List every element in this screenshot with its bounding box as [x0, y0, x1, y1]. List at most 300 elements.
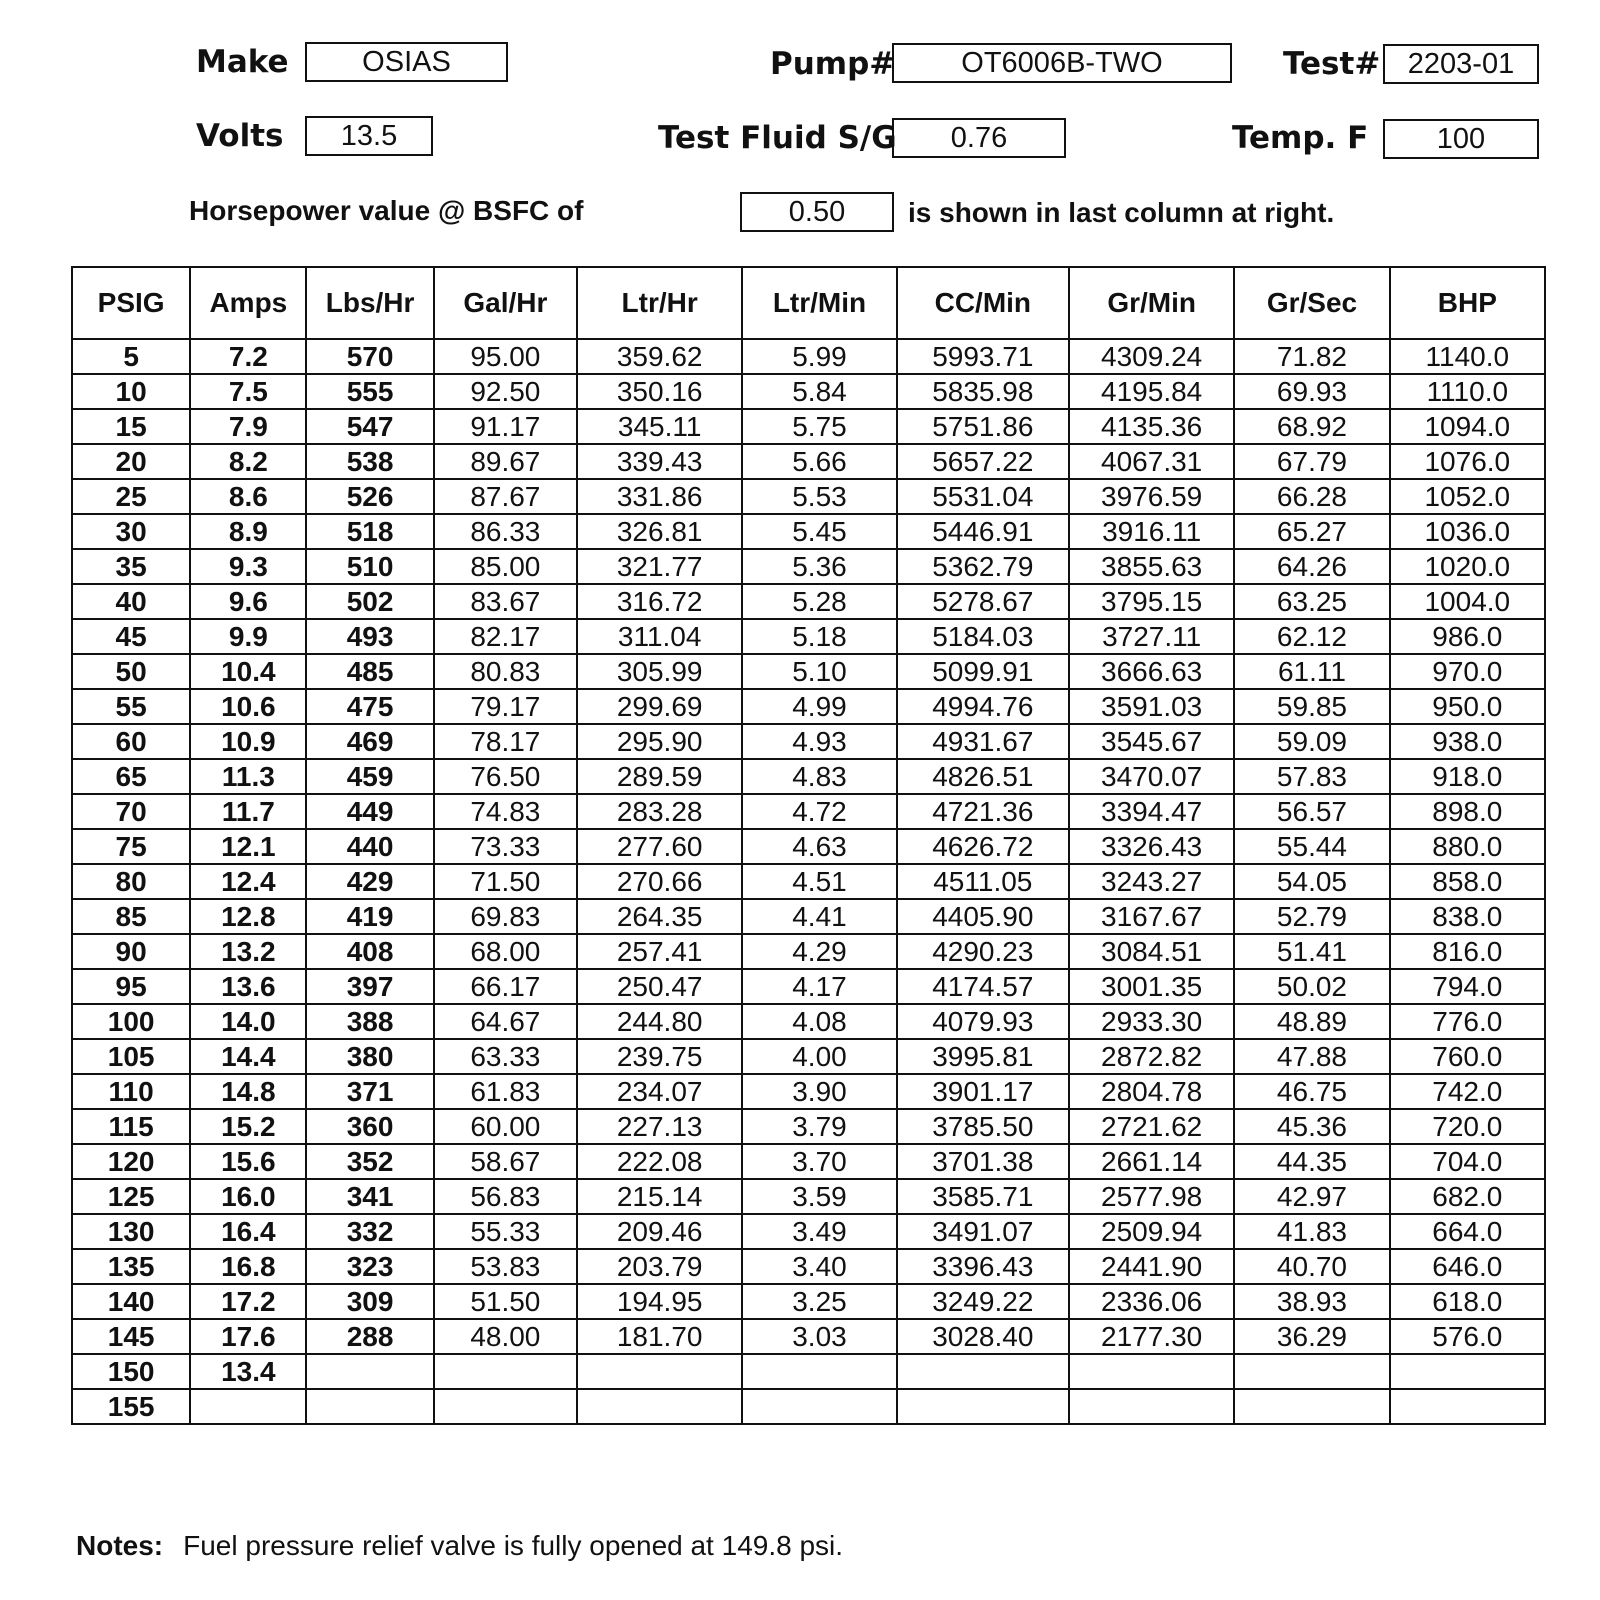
table-cell: 44.35 [1234, 1144, 1389, 1179]
table-cell: 1052.0 [1390, 479, 1545, 514]
table-cell: 36.29 [1234, 1319, 1389, 1354]
table-cell: 17.2 [190, 1284, 306, 1319]
table-cell: 5531.04 [897, 479, 1069, 514]
notes-text: Fuel pressure relief valve is fully opened at 149.8 psi. [183, 1530, 844, 1561]
table-cell: 76.50 [434, 759, 577, 794]
table-cell: 85 [72, 899, 190, 934]
table-cell: 3491.07 [897, 1214, 1069, 1249]
table-cell: 5993.71 [897, 339, 1069, 374]
table-row [72, 1109, 1545, 1144]
table-cell: 257.41 [577, 934, 742, 969]
table-cell: 140 [72, 1284, 190, 1319]
table-cell: 95 [72, 969, 190, 1004]
table-cell: 17.6 [190, 1319, 306, 1354]
table-cell: 209.46 [577, 1214, 742, 1249]
table-cell: 51.50 [434, 1284, 577, 1319]
table-cell: 64.67 [434, 1004, 577, 1039]
table-cell: 55.44 [1234, 829, 1389, 864]
table-cell: 4309.24 [1069, 339, 1234, 374]
table-row [72, 654, 1545, 689]
table-cell: 419 [306, 899, 433, 934]
table-cell: 555 [306, 374, 433, 409]
table-cell: 71.50 [434, 864, 577, 899]
table-cell: 4.63 [742, 829, 896, 864]
table-cell: 59.09 [1234, 724, 1389, 759]
table-cell: 68.00 [434, 934, 577, 969]
table-cell: 79.17 [434, 689, 577, 724]
table-cell: 10.9 [190, 724, 306, 759]
table-row [72, 339, 1545, 374]
table-row [72, 444, 1545, 479]
table-cell: 1004.0 [1390, 584, 1545, 619]
table-cell: 371 [306, 1074, 433, 1109]
table-row [72, 1284, 1545, 1319]
table-row [72, 1074, 1545, 1109]
table-cell: 4.17 [742, 969, 896, 1004]
table-cell: 538 [306, 444, 433, 479]
table-cell: 2441.90 [1069, 1249, 1234, 1284]
table-cell: 3795.15 [1069, 584, 1234, 619]
table-cell: 4626.72 [897, 829, 1069, 864]
table-cell: 41.83 [1234, 1214, 1389, 1249]
table-cell [306, 1354, 433, 1389]
table-row [72, 1249, 1545, 1284]
table-cell: 42.97 [1234, 1179, 1389, 1214]
table-cell: 57.83 [1234, 759, 1389, 794]
table-cell: 3855.63 [1069, 549, 1234, 584]
table-cell: 105 [72, 1039, 190, 1074]
table-cell: 547 [306, 409, 433, 444]
table-cell: 4826.51 [897, 759, 1069, 794]
table-cell: 3701.38 [897, 1144, 1069, 1179]
table-cell: 4195.84 [1069, 374, 1234, 409]
table-cell [434, 1389, 577, 1424]
table-row [72, 724, 1545, 759]
table-cell: 16.4 [190, 1214, 306, 1249]
table-cell: 71.82 [1234, 339, 1389, 374]
table-cell: 4290.23 [897, 934, 1069, 969]
table-cell [190, 1389, 306, 1424]
table-cell: 64.26 [1234, 549, 1389, 584]
table-cell: 73.33 [434, 829, 577, 864]
table-header-row [72, 267, 1545, 339]
pump-flow-table [71, 266, 1546, 1425]
table-cell: 222.08 [577, 1144, 742, 1179]
table-cell: 3.79 [742, 1109, 896, 1144]
table-cell: 55.33 [434, 1214, 577, 1249]
table-cell: 70 [72, 794, 190, 829]
table-cell: 3.59 [742, 1179, 896, 1214]
table-cell: 3.40 [742, 1249, 896, 1284]
table-row [72, 619, 1545, 654]
table-cell: 16.8 [190, 1249, 306, 1284]
table-cell: 950.0 [1390, 689, 1545, 724]
table-cell: 299.69 [577, 689, 742, 724]
table-cell: 3396.43 [897, 1249, 1069, 1284]
table-cell: 30 [72, 514, 190, 549]
table-cell: 5.66 [742, 444, 896, 479]
table-cell: 239.75 [577, 1039, 742, 1074]
table-cell: 3249.22 [897, 1284, 1069, 1319]
table-cell: 4079.93 [897, 1004, 1069, 1039]
table-cell: 145 [72, 1319, 190, 1354]
table-cell: 12.1 [190, 829, 306, 864]
table-cell: 2721.62 [1069, 1109, 1234, 1144]
table-row [72, 1144, 1545, 1179]
table-cell: 270.66 [577, 864, 742, 899]
table-cell: 90 [72, 934, 190, 969]
table-cell: 970.0 [1390, 654, 1545, 689]
table-cell: 440 [306, 829, 433, 864]
table-cell: 295.90 [577, 724, 742, 759]
table-cell: 110 [72, 1074, 190, 1109]
table-row [72, 1389, 1545, 1424]
table-cell [1069, 1389, 1234, 1424]
table-cell [577, 1389, 742, 1424]
table-cell: 570 [306, 339, 433, 374]
table-cell [897, 1389, 1069, 1424]
table-cell: 66.17 [434, 969, 577, 1004]
table-cell: 4931.67 [897, 724, 1069, 759]
table-cell: 5.53 [742, 479, 896, 514]
table-cell: 2177.30 [1069, 1319, 1234, 1354]
table-cell: 80.83 [434, 654, 577, 689]
table-cell: 305.99 [577, 654, 742, 689]
table-cell: 4.29 [742, 934, 896, 969]
table-cell: 5.36 [742, 549, 896, 584]
table-cell: 9.6 [190, 584, 306, 619]
table-cell: 1020.0 [1390, 549, 1545, 584]
table-cell: 227.13 [577, 1109, 742, 1144]
table-cell: 40 [72, 584, 190, 619]
table-cell: 339.43 [577, 444, 742, 479]
table-cell: 264.35 [577, 899, 742, 934]
table-cell: 25 [72, 479, 190, 514]
table-cell: 938.0 [1390, 724, 1545, 759]
table-cell [742, 1354, 896, 1389]
column-header-bhp: BHP [1390, 267, 1545, 339]
table-row [72, 759, 1545, 794]
table-cell [1069, 1354, 1234, 1389]
table-cell: 3167.67 [1069, 899, 1234, 934]
table-cell: 311.04 [577, 619, 742, 654]
table-cell: 11.3 [190, 759, 306, 794]
table-cell: 87.67 [434, 479, 577, 514]
table-cell: 65 [72, 759, 190, 794]
table-cell: 5 [72, 339, 190, 374]
table-cell: 918.0 [1390, 759, 1545, 794]
table-cell: 2872.82 [1069, 1039, 1234, 1074]
table-cell: 150 [72, 1354, 190, 1389]
table-cell: 2577.98 [1069, 1179, 1234, 1214]
table-cell: 518 [306, 514, 433, 549]
table-cell: 250.47 [577, 969, 742, 1004]
table-cell: 83.67 [434, 584, 577, 619]
table-cell: 2661.14 [1069, 1144, 1234, 1179]
table-cell: 360 [306, 1109, 433, 1144]
table-cell: 4.72 [742, 794, 896, 829]
table-cell: 56.83 [434, 1179, 577, 1214]
table-cell: 3.70 [742, 1144, 896, 1179]
table-cell: 51.41 [1234, 934, 1389, 969]
table-row [72, 1039, 1545, 1074]
table-cell: 1036.0 [1390, 514, 1545, 549]
table-cell: 16.0 [190, 1179, 306, 1214]
table-cell: 3666.63 [1069, 654, 1234, 689]
table-cell: 4.83 [742, 759, 896, 794]
table-cell: 5835.98 [897, 374, 1069, 409]
table-row [72, 1004, 1545, 1039]
column-header-psig: PSIG [72, 267, 190, 339]
table-cell: 92.50 [434, 374, 577, 409]
table-cell: 9.3 [190, 549, 306, 584]
table-cell: 58.67 [434, 1144, 577, 1179]
table-cell: 9.9 [190, 619, 306, 654]
table-cell: 5.18 [742, 619, 896, 654]
table-cell: 5.10 [742, 654, 896, 689]
table-cell: 316.72 [577, 584, 742, 619]
table-cell: 3.49 [742, 1214, 896, 1249]
table-cell: 359.62 [577, 339, 742, 374]
table-cell [1390, 1389, 1545, 1424]
table-cell: 12.4 [190, 864, 306, 899]
table-cell: 459 [306, 759, 433, 794]
table-cell: 48.89 [1234, 1004, 1389, 1039]
table-cell: 682.0 [1390, 1179, 1545, 1214]
temp-label: Temp. F [1232, 120, 1369, 156]
table-cell: 3326.43 [1069, 829, 1234, 864]
test-fluid-field: 0.76 [892, 118, 1066, 158]
table-cell: 69.83 [434, 899, 577, 934]
table-cell: 2336.06 [1069, 1284, 1234, 1319]
table-cell: 120 [72, 1144, 190, 1179]
table-cell: 86.33 [434, 514, 577, 549]
table-row [72, 934, 1545, 969]
table-cell [897, 1354, 1069, 1389]
table-cell: 45.36 [1234, 1109, 1389, 1144]
table-cell: 5657.22 [897, 444, 1069, 479]
table-cell [1390, 1354, 1545, 1389]
table-row [72, 969, 1545, 1004]
table-cell: 283.28 [577, 794, 742, 829]
table-cell: 20 [72, 444, 190, 479]
table-cell: 135 [72, 1249, 190, 1284]
table-cell: 45 [72, 619, 190, 654]
table-cell: 8.6 [190, 479, 306, 514]
table-cell: 10 [72, 374, 190, 409]
table-cell: 321.77 [577, 549, 742, 584]
test-fluid-label: Test Fluid S/G [658, 120, 897, 156]
table-cell: 1094.0 [1390, 409, 1545, 444]
table-cell: 63.25 [1234, 584, 1389, 619]
table-cell: 5.84 [742, 374, 896, 409]
table-cell: 91.17 [434, 409, 577, 444]
table-cell: 3.90 [742, 1074, 896, 1109]
make-label: Make [196, 44, 289, 80]
table-cell: 67.79 [1234, 444, 1389, 479]
table-cell: 203.79 [577, 1249, 742, 1284]
table-cell: 704.0 [1390, 1144, 1545, 1179]
table-row [72, 409, 1545, 444]
table-cell: 78.17 [434, 724, 577, 759]
table-cell: 5.75 [742, 409, 896, 444]
table-cell: 794.0 [1390, 969, 1545, 1004]
volts-field: 13.5 [305, 116, 433, 156]
test-field: 2203-01 [1383, 44, 1539, 84]
table-cell: 5.28 [742, 584, 896, 619]
table-cell: 475 [306, 689, 433, 724]
table-cell: 345.11 [577, 409, 742, 444]
table-cell [1234, 1389, 1389, 1424]
table-row [72, 689, 1545, 724]
table-cell: 54.05 [1234, 864, 1389, 899]
column-header-ltr-min: Ltr/Min [742, 267, 896, 339]
table-cell: 4.99 [742, 689, 896, 724]
table-cell: 449 [306, 794, 433, 829]
table-cell: 5362.79 [897, 549, 1069, 584]
table-cell: 341 [306, 1179, 433, 1214]
table-cell: 309 [306, 1284, 433, 1319]
table-cell: 14.0 [190, 1004, 306, 1039]
table-row [72, 374, 1545, 409]
table-cell: 3243.27 [1069, 864, 1234, 899]
table-cell: 8.2 [190, 444, 306, 479]
table-cell: 2933.30 [1069, 1004, 1234, 1039]
table-cell [434, 1354, 577, 1389]
table-cell: 11.7 [190, 794, 306, 829]
table-cell: 3976.59 [1069, 479, 1234, 514]
table-cell: 323 [306, 1249, 433, 1284]
table-cell: 7.5 [190, 374, 306, 409]
table-cell: 15.2 [190, 1109, 306, 1144]
table-cell: 3.25 [742, 1284, 896, 1319]
table-cell: 244.80 [577, 1004, 742, 1039]
temp-field: 100 [1383, 119, 1539, 159]
table-cell: 4.41 [742, 899, 896, 934]
table-cell: 576.0 [1390, 1319, 1545, 1354]
table-cell: 350.16 [577, 374, 742, 409]
notes-label: Notes: [76, 1530, 164, 1561]
table-cell: 100 [72, 1004, 190, 1039]
table-cell: 408 [306, 934, 433, 969]
pump-label: Pump# [770, 46, 896, 82]
table-cell: 332 [306, 1214, 433, 1249]
table-cell: 10.6 [190, 689, 306, 724]
table-cell: 288 [306, 1319, 433, 1354]
table-cell [742, 1389, 896, 1424]
table-cell: 4405.90 [897, 899, 1069, 934]
table-cell: 3916.11 [1069, 514, 1234, 549]
table-cell: 502 [306, 584, 433, 619]
table-row [72, 549, 1545, 584]
table-cell: 388 [306, 1004, 433, 1039]
bsfc-field: 0.50 [740, 192, 894, 232]
table-cell: 4.08 [742, 1004, 896, 1039]
table-cell: 215.14 [577, 1179, 742, 1214]
table-row [72, 479, 1545, 514]
table-cell: 55 [72, 689, 190, 724]
table-cell: 95.00 [434, 339, 577, 374]
table-cell: 4.51 [742, 864, 896, 899]
table-cell: 526 [306, 479, 433, 514]
table-cell: 40.70 [1234, 1249, 1389, 1284]
table-cell: 2804.78 [1069, 1074, 1234, 1109]
table-cell: 50.02 [1234, 969, 1389, 1004]
table-cell: 4511.05 [897, 864, 1069, 899]
table-cell: 62.12 [1234, 619, 1389, 654]
table-cell [306, 1389, 433, 1424]
table-cell: 13.6 [190, 969, 306, 1004]
table-cell: 838.0 [1390, 899, 1545, 934]
table-cell: 115 [72, 1109, 190, 1144]
table-cell: 397 [306, 969, 433, 1004]
table-cell: 1140.0 [1390, 339, 1545, 374]
table-cell: 5278.67 [897, 584, 1069, 619]
table-cell: 82.17 [434, 619, 577, 654]
table-cell: 14.8 [190, 1074, 306, 1109]
table-cell: 380 [306, 1039, 433, 1074]
table-cell: 53.83 [434, 1249, 577, 1284]
table-cell: 75 [72, 829, 190, 864]
test-label: Test# [1283, 46, 1381, 82]
table-cell: 8.9 [190, 514, 306, 549]
table-cell: 3785.50 [897, 1109, 1069, 1144]
column-header-gal-hr: Gal/Hr [434, 267, 577, 339]
table-cell: 352 [306, 1144, 433, 1179]
table-cell: 1076.0 [1390, 444, 1545, 479]
table-cell: 646.0 [1390, 1249, 1545, 1284]
table-cell: 5.45 [742, 514, 896, 549]
table-row [72, 584, 1545, 619]
table-cell: 493 [306, 619, 433, 654]
column-header-lbs-hr: Lbs/Hr [306, 267, 433, 339]
volts-label: Volts [196, 118, 284, 154]
table-cell: 89.67 [434, 444, 577, 479]
table-cell: 3028.40 [897, 1319, 1069, 1354]
table-cell: 46.75 [1234, 1074, 1389, 1109]
table-cell: 4994.76 [897, 689, 1069, 724]
table-cell: 15.6 [190, 1144, 306, 1179]
table-cell: 5099.91 [897, 654, 1069, 689]
table-cell: 277.60 [577, 829, 742, 864]
table-cell: 50 [72, 654, 190, 689]
table-cell: 760.0 [1390, 1039, 1545, 1074]
table-cell: 74.83 [434, 794, 577, 829]
table-row [72, 794, 1545, 829]
table-cell: 5184.03 [897, 619, 1069, 654]
table-cell: 48.00 [434, 1319, 577, 1354]
table-cell: 429 [306, 864, 433, 899]
table-row [72, 864, 1545, 899]
table-cell: 125 [72, 1179, 190, 1214]
table-cell: 1110.0 [1390, 374, 1545, 409]
table-cell: 986.0 [1390, 619, 1545, 654]
column-header-amps: Amps [190, 267, 306, 339]
table-cell: 13.2 [190, 934, 306, 969]
table-row [72, 1319, 1545, 1354]
table-cell: 618.0 [1390, 1284, 1545, 1319]
horsepower-suffix: is shown in last column at right. [908, 197, 1335, 228]
table-cell: 4.00 [742, 1039, 896, 1074]
table-cell: 3727.11 [1069, 619, 1234, 654]
table-cell: 289.59 [577, 759, 742, 794]
table-cell: 880.0 [1390, 829, 1545, 864]
table-cell [577, 1354, 742, 1389]
column-header-gr-sec: Gr/Sec [1234, 267, 1389, 339]
table-cell: 181.70 [577, 1319, 742, 1354]
table-cell: 664.0 [1390, 1214, 1545, 1249]
pump-field: OT6006B-TWO [892, 43, 1232, 83]
